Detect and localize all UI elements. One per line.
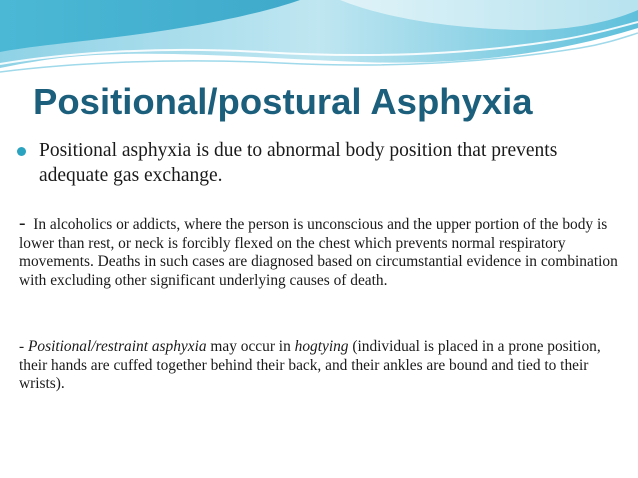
term-positional-restraint: Positional/restraint asphyxia bbox=[28, 338, 207, 355]
term-hogtying: hogtying bbox=[294, 338, 349, 355]
paragraph-text-b: (individual is placed in a prone position, their hands are cuffed together behind their back, and their ankles are bound and tied to their wrists). bbox=[19, 338, 601, 392]
paragraph-dash: - bbox=[19, 213, 26, 234]
header-wave-decoration bbox=[0, 0, 638, 80]
bullet-item bbox=[17, 138, 617, 188]
slide-title: Positional/postural Asphyxia bbox=[33, 81, 533, 122]
paragraph-text-a: may occur in bbox=[210, 338, 291, 355]
bullet-dot-icon bbox=[17, 147, 26, 156]
bullet-text: Positional asphyxia is due to abnormal body position that prevents adequate gas exchange. bbox=[39, 140, 558, 186]
paragraph-restraint bbox=[19, 338, 624, 394]
paragraph-text: In alcoholics or addicts, where the person is unconscious and the upper portion of the body is lower than rest, or neck is forcibly flexed on the chest which prevents normal respiratory movements. Deaths in such cases are diagnosed based on circumstantial evidence in combination with excluding other significant underlying causes of death. bbox=[19, 216, 618, 289]
paragraph-dash: - bbox=[19, 338, 25, 355]
paragraph-alcoholics bbox=[19, 215, 624, 290]
